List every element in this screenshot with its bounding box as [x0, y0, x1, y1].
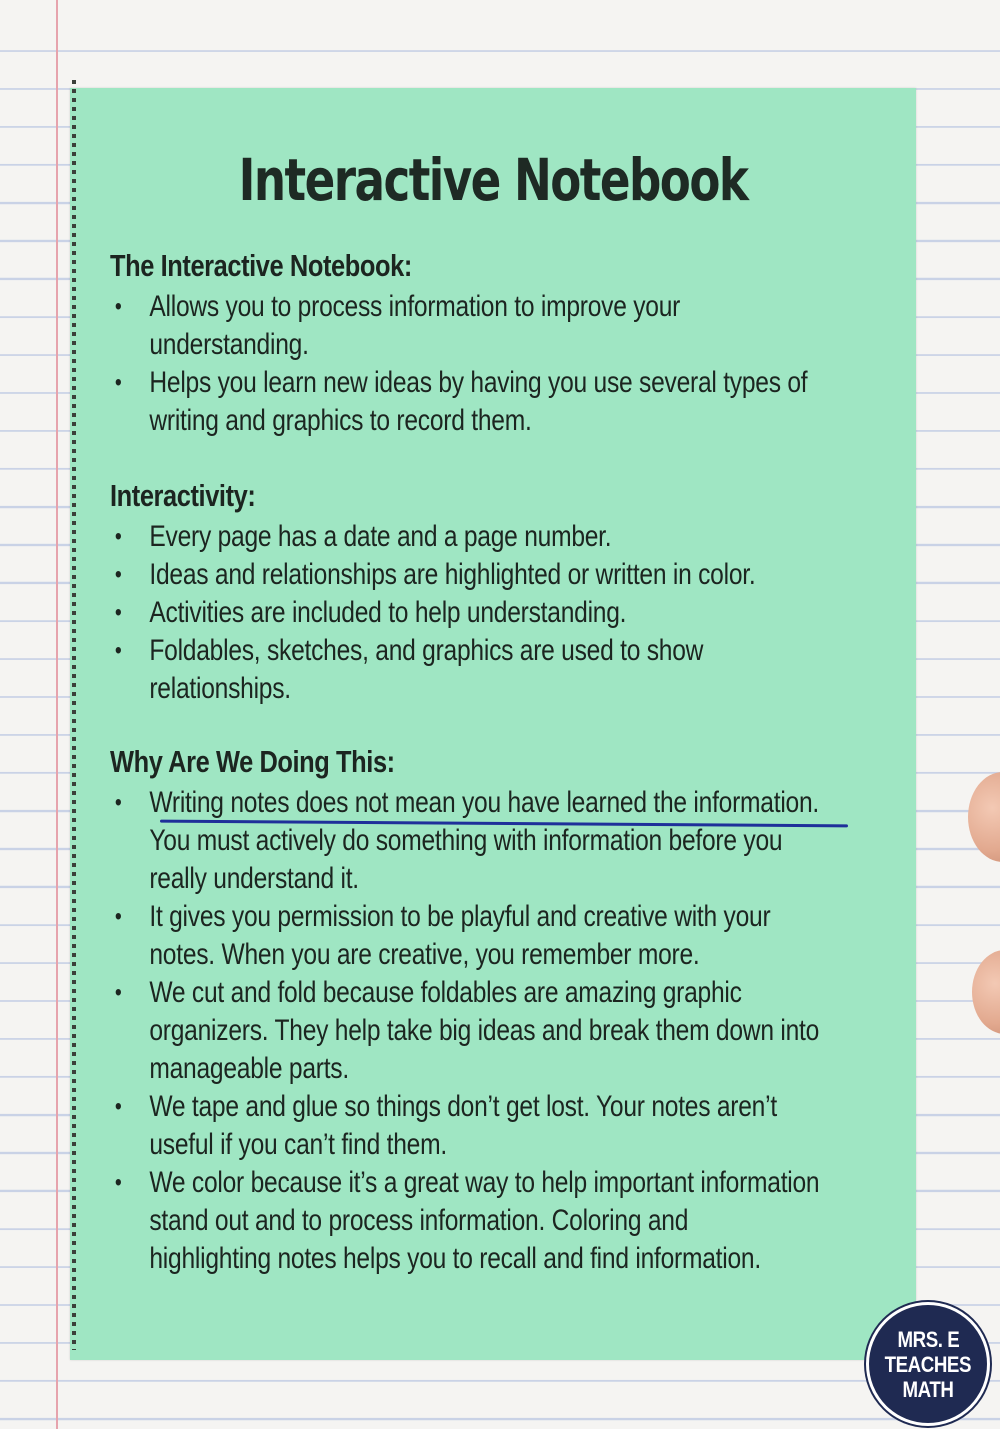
list-item: • Allows you to process information to improve your understanding.	[114, 290, 681, 361]
list-item: • Every page has a date and a page number.	[114, 520, 612, 553]
section-heading: Why Are We Doing This:	[110, 744, 395, 779]
bullet-list	[110, 288, 890, 440]
list-item: • It gives you permission to be playful and creative with your notes. When you are creative, you remember more.	[114, 900, 771, 971]
handout-title: Interactive Notebook	[238, 146, 748, 214]
list-item: • We color because it’s a great way to help important information stand out and to process information. Coloring and highlighting notes helps you to recall and find information.	[114, 1166, 820, 1275]
bullet-list	[110, 518, 890, 708]
perforated-edge	[72, 80, 76, 1350]
bullet-list	[110, 784, 890, 1278]
green-handout-sheet	[70, 88, 916, 1360]
list-item: • Foldables, sketches, and graphics are used to show relationships.	[114, 634, 704, 705]
section-interactivity	[110, 478, 890, 708]
list-item: • We cut and fold because foldables are amazing graphic organizers. They help take big ideas and break them down into manageable parts.	[114, 976, 820, 1085]
mrs-e-teaches-math-logo: MRS. E TEACHES MATH	[866, 1302, 990, 1426]
list-item: • Activities are included to help understanding.	[114, 596, 627, 629]
section-heading: The Interactive Notebook:	[110, 248, 412, 283]
notebook-margin-line	[56, 0, 58, 1429]
list-item: • Ideas and relationships are highlighted or written in color.	[114, 558, 756, 591]
list-item: • We tape and glue so things don’t get lost. Your notes aren’t useful if you can’t find them.	[114, 1090, 777, 1161]
list-item: • Helps you learn new ideas by having you use several types of writing and graphics to record them.	[114, 366, 808, 437]
list-item: • Writing notes does not mean you have learned the information. You must actively do something with information before you really understand it.	[114, 786, 820, 895]
section-the-interactive-notebook	[110, 248, 890, 440]
section-heading: Interactivity:	[110, 478, 256, 513]
